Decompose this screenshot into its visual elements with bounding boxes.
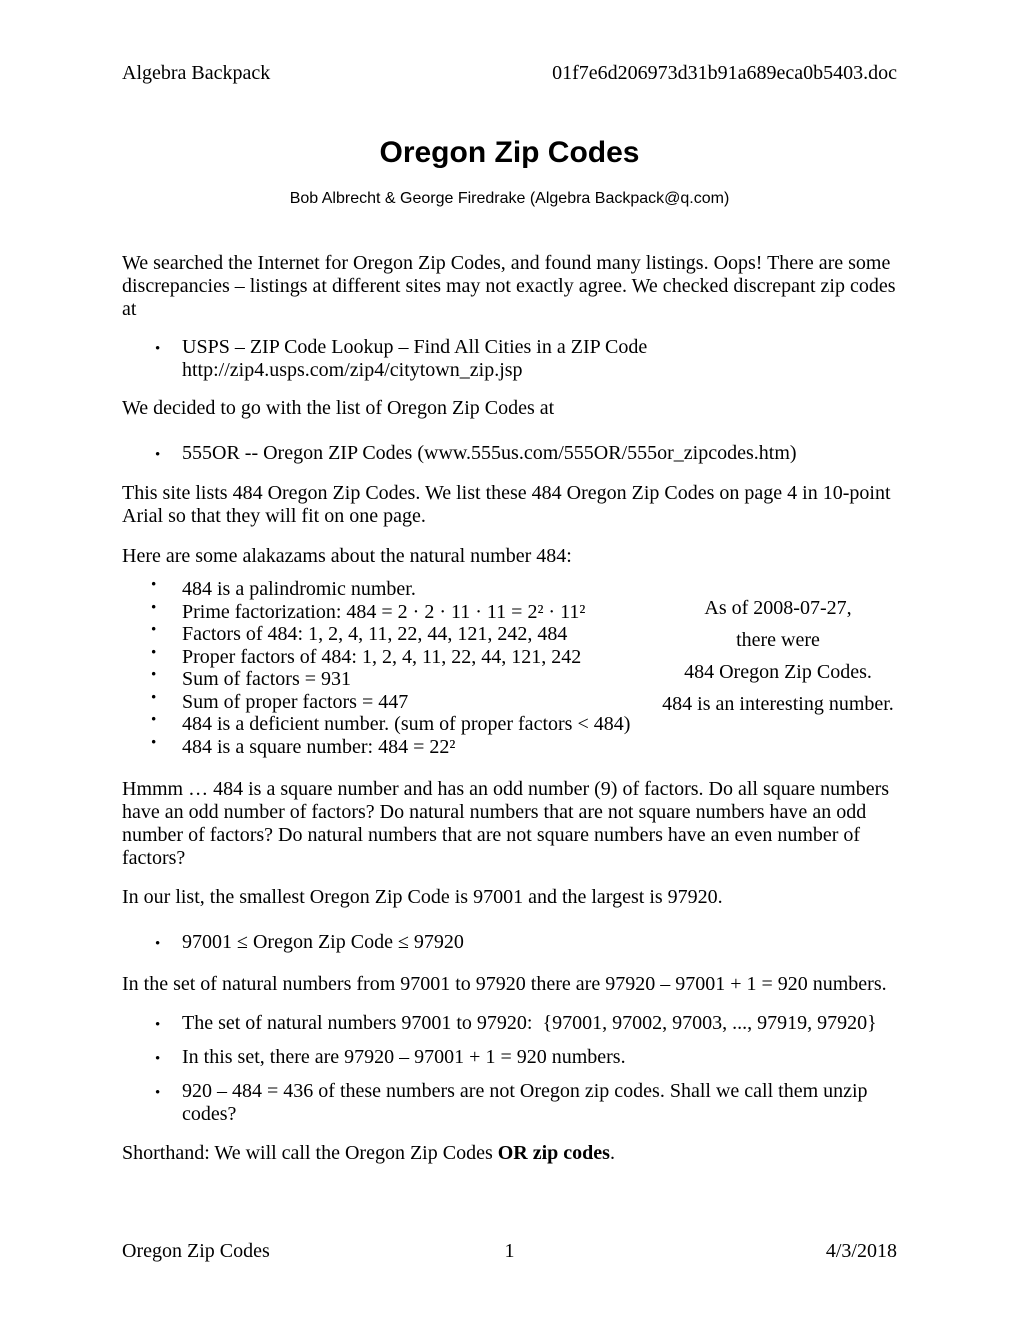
list-item-usps xyxy=(122,336,897,382)
list-item-text: Sum of proper factors = 447 xyxy=(182,690,409,713)
note-line: 484 Oregon Zip Codes. xyxy=(684,661,872,683)
list-item-proper-factors xyxy=(122,638,682,669)
page-title: Oregon Zip Codes xyxy=(379,136,640,169)
list-item-inset-text: In this set, there are 97920 – 97001 + 1 = 920 numbers. xyxy=(182,1046,626,1068)
list-item-range-text: 97001 ≤ Oregon Zip Code ≤ 97920 xyxy=(182,931,464,953)
list-item-set xyxy=(122,1012,897,1035)
note-line: there were xyxy=(736,629,820,651)
list-item-range xyxy=(122,931,897,954)
bullet-icon: • xyxy=(155,1085,161,1101)
paragraph-our-list: In our list, the smallest Oregon Zip Code is 97001 and the largest is 97920. xyxy=(122,886,723,908)
paragraph-hmmm: Hmmm … 484 is a square number and has an odd number (9) of factors. Do all square numbers have an odd number of factors? Do natural numbers that are not square numbers have an odd number of factors? Do natural numbers that are not square numbers have an even number of factors? xyxy=(122,778,895,869)
page-footer xyxy=(122,1240,897,1263)
note-line: As of 2008-07-27, xyxy=(704,597,852,619)
paragraph-search-intro: We searched the Internet for Oregon Zip Codes, and found many listings. Oops! There are some discrepancies – listings at different sites may not exactly agree. We checked discrepant zip codes at xyxy=(122,252,901,320)
list-item-usps-title: USPS – ZIP Code Lookup – Find All Cities in a ZIP Code xyxy=(182,336,648,358)
bullet-icon: • xyxy=(155,447,161,463)
bullet-icon: • xyxy=(155,341,161,357)
alakazam-list xyxy=(122,571,682,758)
list-item-prime-factorization xyxy=(122,593,682,624)
list-item-inset xyxy=(122,1046,897,1069)
list-item-555or xyxy=(122,442,897,465)
list-item-text: 484 is a palindromic number. xyxy=(182,578,416,600)
list-item-unzip-text: 920 – 484 = 436 of these numbers are not Oregon zip codes. Shall we call them unzip codes? xyxy=(182,1080,873,1125)
shorthand-prefix: Shorthand: We will call the Oregon Zip Codes xyxy=(122,1142,498,1164)
list-item-text: 484 is a deficient number. (sum of proper factors < 484) xyxy=(182,713,631,735)
bullet-icon: • xyxy=(155,1017,161,1033)
shorthand-bold-text: OR zip codes xyxy=(497,1142,610,1164)
list-item-sum-factors xyxy=(122,661,682,691)
bullet-icon: · xyxy=(150,706,158,731)
bullet-icon: · xyxy=(150,616,158,641)
bullet-icon: · xyxy=(150,593,158,619)
bullet-icon: • xyxy=(155,1051,161,1067)
header-left-text: Algebra Backpack xyxy=(122,62,271,84)
bullet-icon: · xyxy=(150,661,158,686)
list-item-set-text: The set of natural numbers 97001 to 97920: {97001, 97002, 97003, ..., 97919, 97920} xyxy=(182,1012,877,1034)
paragraph-site-lists: This site lists 484 Oregon Zip Codes. We list these 484 Oregon Zip Codes on page 4 in 10-point Arial so that they will fit on one page. xyxy=(122,482,895,527)
list-item-text: Prime factorization: 484 = 2 · 2 · 11 · 11 = 2² · 11² xyxy=(182,600,586,623)
paragraph-shorthand xyxy=(122,1142,897,1165)
list-item-text: Factors of 484: 1, 2, 4, 11, 22, 44, 121, 242, 484 xyxy=(182,623,568,645)
paragraph-alakazams-intro: Here are some alakazams about the natural number 484: xyxy=(122,545,572,567)
list-item-unzip xyxy=(122,1080,897,1126)
note-line: 484 is an interesting number. xyxy=(662,693,894,715)
footer-page-number: 1 xyxy=(504,1240,515,1262)
footer-title: Oregon Zip Codes xyxy=(122,1240,270,1262)
list-item-555or-text: 555OR -- Oregon ZIP Codes (www.555us.com/555OR/555or_zipcodes.htm) xyxy=(182,442,797,464)
alakazam-section xyxy=(122,571,897,758)
list-item-sum-proper-factors xyxy=(122,683,682,714)
side-note xyxy=(628,592,928,720)
bullet-icon: · xyxy=(150,571,158,596)
shorthand-suffix: . xyxy=(609,1142,615,1164)
paragraph-set: In the set of natural numbers from 97001 to 97920 there are 97920 – 97001 + 1 = 920 numbers. xyxy=(122,973,887,995)
byline: Bob Albrecht & George Firedrake (Algebra Backpack@q.com) xyxy=(289,190,730,207)
list-item-factors xyxy=(122,616,682,646)
list-item-text: Proper factors of 484: 1, 2, 4, 11, 22, 44, 121, 242 xyxy=(182,645,582,668)
list-item-text: Sum of factors = 931 xyxy=(182,668,352,690)
list-item-square-number xyxy=(122,728,682,759)
bullet-icon: • xyxy=(155,936,161,952)
bullet-icon: · xyxy=(150,638,158,664)
list-item-deficient xyxy=(122,706,682,736)
footer-date: 4/3/2018 xyxy=(825,1240,897,1262)
header-filename: 01f7e6d206973d31b91a689eca0b5403.doc xyxy=(552,62,897,84)
bullet-icon: · xyxy=(150,728,158,754)
list-item-usps-url: http://zip4.usps.com/zip4/citytown_zip.jsp xyxy=(182,359,523,381)
list-item-palindromic xyxy=(122,571,682,601)
page-header xyxy=(122,62,897,85)
bullet-icon: · xyxy=(150,683,158,709)
paragraph-decided: We decided to go with the list of Oregon Zip Codes at xyxy=(122,397,555,419)
list-item-text: 484 is a square number: 484 = 22² xyxy=(182,735,456,758)
